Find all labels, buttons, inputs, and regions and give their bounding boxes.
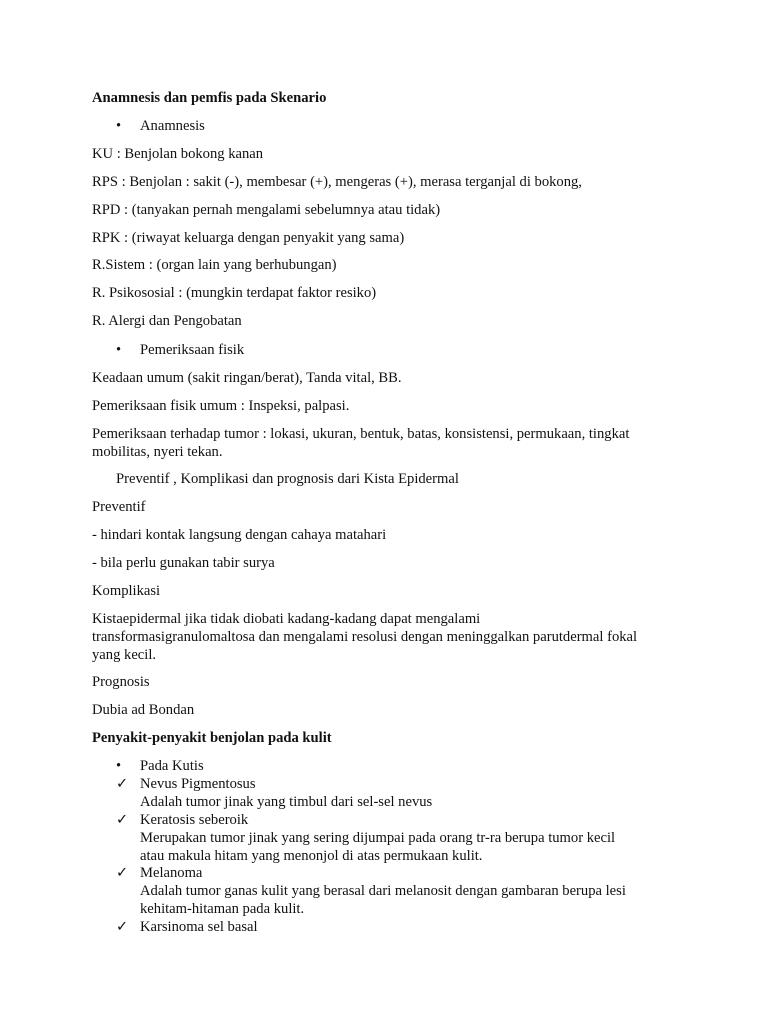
heading-penyakit-benjolan: Penyakit-penyakit benjolan pada kulit — [92, 730, 332, 746]
line-pemfis-umum: Pemeriksaan fisik umum : Inspeksi, palpasi. — [92, 398, 350, 414]
line-komplikasi-1: Kistaepidermal jika tidak diobati kadang-kadang dapat mengalami — [92, 611, 481, 627]
melanoma-description-1: Adalah tumor ganas kulit yang berasal dari melanosit dengan gambaran berupa lesi — [140, 883, 626, 899]
bullet-anamnesis: Anamnesis — [140, 118, 205, 134]
line-preventif-1: - hindari kontak langsung dengan cahaya matahari — [92, 527, 387, 543]
label-komplikasi: Komplikasi — [92, 583, 161, 599]
bullet-pada-kutis: Pada Kutis — [140, 758, 204, 774]
line-rpsikososial: R. Psikososial : (mungkin terdapat faktor resiko) — [92, 285, 377, 301]
checkmark-icon: ✓ — [116, 919, 129, 935]
line-ku: KU : Benjolan bokong kanan — [92, 146, 264, 162]
checkmark-icon: ✓ — [116, 776, 129, 792]
heading-anamnesis-pemfis: Anamnesis dan pemfis pada Skenario — [92, 90, 327, 106]
bullet-pemeriksaan-fisik: Pemeriksaan fisik — [140, 342, 245, 358]
line-prognosis-value: Dubia ad Bondan — [92, 702, 195, 718]
line-komplikasi-2: transformasigranulomaltosa dan mengalami resolusi dengan meninggalkan parutdermal fokal — [92, 629, 638, 645]
bullet-icon: • — [116, 758, 122, 774]
bullet-icon: • — [116, 118, 122, 134]
line-komplikasi-3: yang kecil. — [92, 647, 157, 663]
line-ralergi: R. Alergi dan Pengobatan — [92, 313, 242, 329]
line-rsistem: R.Sistem : (organ lain yang berhubungan) — [92, 257, 337, 273]
label-preventif: Preventif — [92, 499, 146, 515]
line-rpk: RPK : (riwayat keluarga dengan penyakit yang sama) — [92, 230, 405, 246]
line-rps: RPS : Benjolan : sakit (-), membesar (+), mengeras (+), merasa terganjal di bokong, — [92, 174, 582, 190]
check-melanoma: Melanoma — [140, 865, 203, 881]
line-pemeriksaan-tumor-2: mobilitas, nyeri tekan. — [92, 444, 223, 460]
subheading-preventif: Preventif , Komplikasi dan prognosis dari Kista Epidermal — [116, 471, 459, 487]
melanoma-description-2: kehitam-hitaman pada kulit. — [140, 901, 305, 917]
line-pemeriksaan-tumor-1: Pemeriksaan terhadap tumor : lokasi, ukuran, bentuk, batas, konsistensi, permukaan, tingkat — [92, 426, 630, 442]
line-preventif-2: - bila perlu gunakan tabir surya — [92, 555, 275, 571]
bullet-icon: • — [116, 342, 122, 358]
check-keratosis: Keratosis seberoik — [140, 812, 249, 828]
checkmark-icon: ✓ — [116, 812, 129, 828]
label-prognosis: Prognosis — [92, 674, 150, 690]
line-keadaan-umum: Keadaan umum (sakit ringan/berat), Tanda vital, BB. — [92, 370, 402, 386]
nevus-description: Adalah tumor jinak yang timbul dari sel-sel nevus — [140, 794, 433, 810]
check-nevus: Nevus Pigmentosus — [140, 776, 256, 792]
keratosis-description-2: atau makula hitam yang menonjol di atas permukaan kulit. — [140, 848, 483, 864]
checkmark-icon: ✓ — [116, 865, 129, 881]
keratosis-description-1: Merupakan tumor jinak yang sering dijumpai pada orang tr-ra berupa tumor kecil — [140, 830, 616, 846]
check-karsinoma: Karsinoma sel basal — [140, 919, 258, 935]
line-rpd: RPD : (tanyakan pernah mengalami sebelumnya atau tidak) — [92, 202, 441, 218]
